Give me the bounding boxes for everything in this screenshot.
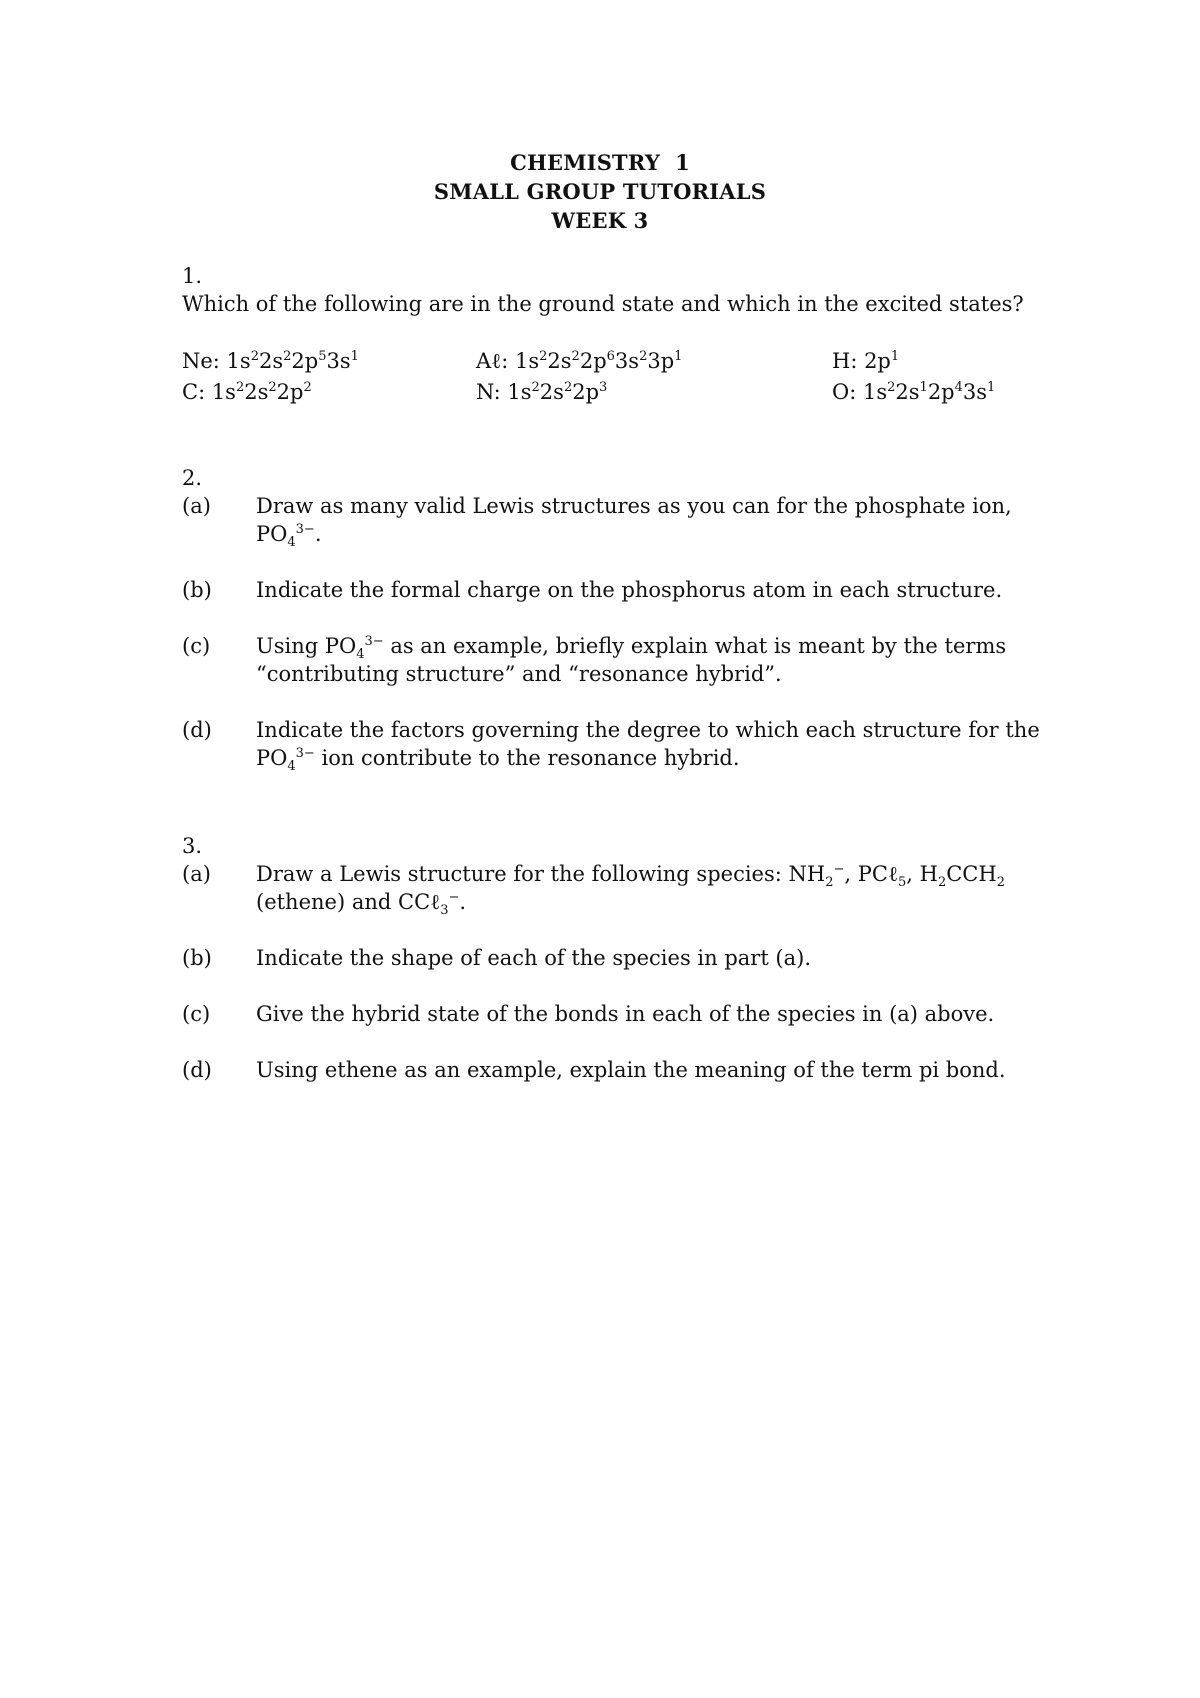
question-3	[182, 832, 1062, 1084]
part-text: Using $PO_4^{3-}$ as an example, briefly explain what is meant by the terms “contributing structure” and “resonance hybrid”.	[256, 634, 1007, 686]
part-label: (d)	[182, 718, 212, 742]
part-text: Draw as many valid Lewis structures as you can for the phosphate ion, $PO_4^{3-}$.	[256, 494, 1012, 551]
config-row	[182, 377, 1062, 408]
part-b	[182, 576, 1062, 604]
config-al: Aℓ: $1s^22s^22p^63s^23p^1$	[476, 349, 683, 373]
config-n: N: $1s^22s^22p^3$	[476, 380, 608, 404]
part-label: (b)	[182, 946, 212, 970]
week-title: WEEK 3	[551, 208, 649, 233]
part-text: Indicate the formal charge on the phosphorus atom in each structure.	[256, 578, 1003, 602]
tutorial-title: SMALL GROUP TUTORIALS	[433, 179, 767, 204]
config-c: C: $1s^22s^22p^2$	[182, 380, 312, 404]
question-number: 3.	[182, 834, 203, 858]
part-d	[182, 1056, 1062, 1084]
document-header	[0, 148, 1200, 235]
part-c	[182, 1000, 1062, 1028]
part-label: (b)	[182, 578, 212, 602]
part-a	[182, 492, 1062, 551]
config-row	[182, 346, 1062, 377]
part-c	[182, 632, 1062, 688]
config-h: H: $2p^1$	[832, 349, 900, 373]
config-o: O: $1s^22s^12p^43s^1$	[832, 380, 996, 404]
part-text: Using ethene as an example, explain the meaning of the term pi bond.	[256, 1058, 1006, 1082]
question-number: 2.	[182, 466, 203, 490]
part-b	[182, 944, 1062, 972]
question-number: 1.	[182, 264, 203, 288]
question-2	[182, 464, 1062, 775]
part-label: (a)	[182, 862, 211, 886]
part-text: Give the hybrid state of the bonds in each of the species in (a) above.	[256, 1002, 995, 1026]
question-text: Which of the following are in the ground state and which in the excited states?	[182, 292, 1024, 316]
part-text: Indicate the shape of each of the species in part (a).	[256, 946, 812, 970]
part-d	[182, 716, 1062, 775]
part-label: (d)	[182, 1058, 212, 1082]
part-label: (c)	[182, 1002, 211, 1026]
part-label: (c)	[182, 634, 211, 658]
course-title: CHEMISTRY 1	[510, 150, 690, 175]
electron-configurations	[182, 346, 1062, 408]
config-ne: Ne: $1s^22s^22p^53s^1$	[182, 349, 359, 373]
part-text: Indicate the factors governing the degree to which each structure for the $PO_4^{3-}$ ion contribute to the resonance hybrid.	[256, 718, 1040, 775]
part-text: Draw a Lewis structure for the following species: $NH_2^-$, PCℓ$_5$, $H_2CCH_2$ (ethene) and CCℓ$_3$−.	[256, 862, 1005, 919]
part-a	[182, 860, 1062, 919]
part-label: (a)	[182, 494, 211, 518]
question-1	[182, 262, 1062, 318]
